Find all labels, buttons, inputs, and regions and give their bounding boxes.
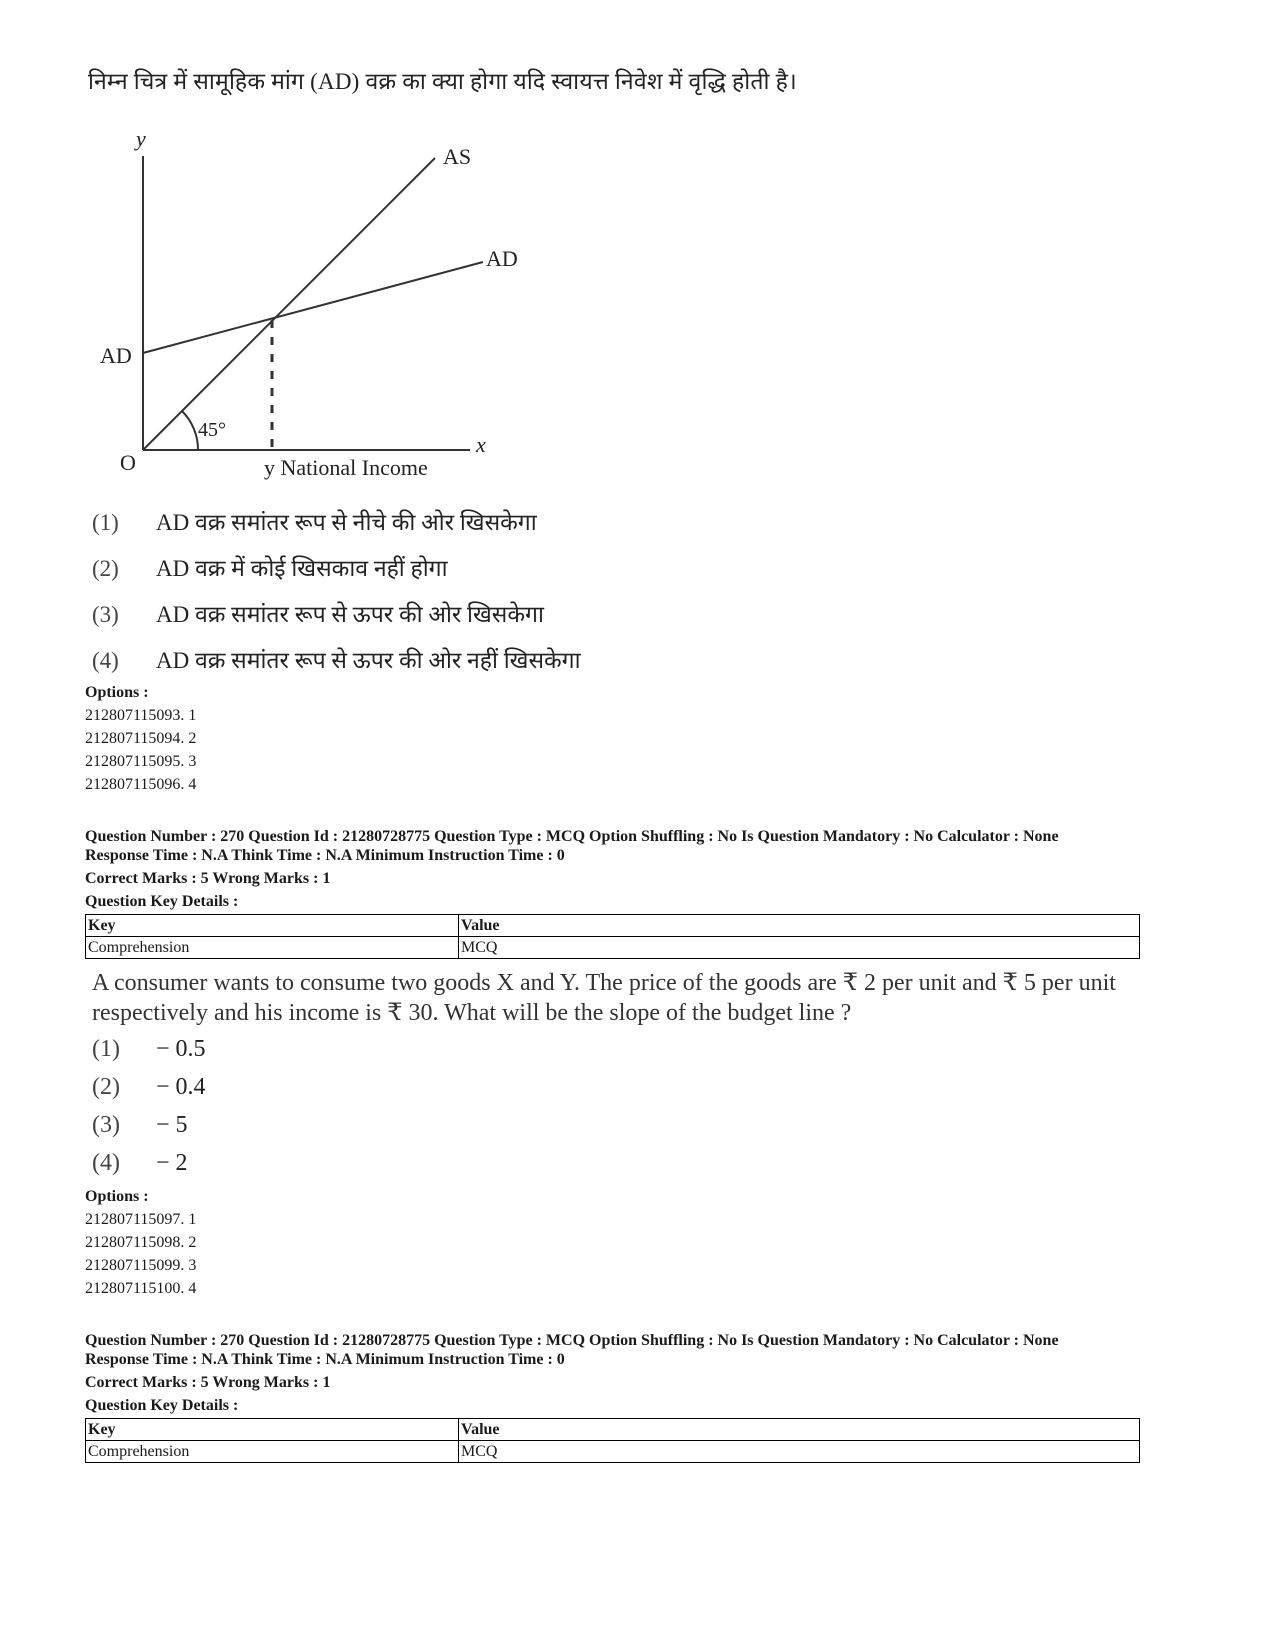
table-header-row [86, 1419, 1140, 1441]
table-header-value: Value [459, 1419, 1140, 1441]
key-details-title: Question Key Details : [85, 1397, 239, 1414]
options-title: Options : [85, 1188, 149, 1205]
question-meta-line-2: Response Time : N.A Think Time : N.A Minimum Instruction Time : 0 [85, 847, 565, 864]
question-meta-line-2: Response Time : N.A Think Time : N.A Minimum Instruction Time : 0 [85, 1351, 565, 1368]
option-line: 212807115097. 1 [85, 1211, 197, 1228]
choice-item: (3) AD वक्र समांतर रूप से ऊपर की ओर खिसकेगा [92, 602, 544, 627]
table-cell-key: Comprehension [86, 1441, 459, 1463]
ad-label: AD [486, 246, 518, 271]
options-title: Options : [85, 684, 149, 701]
angle-arc [182, 411, 198, 450]
key-details-title: Question Key Details : [85, 893, 239, 910]
as-label: AS [443, 144, 472, 169]
choice-item: (3) − 5 [92, 1112, 188, 1138]
marks-line: Correct Marks : 5 Wrong Marks : 1 [85, 870, 331, 887]
table-row [86, 937, 1140, 959]
origin-label: O [120, 450, 136, 475]
option-line: 212807115095. 3 [85, 753, 197, 770]
option-line: 212807115100. 4 [85, 1280, 197, 1297]
question-text-english: A consumer wants to consume two goods X and Y. The price of the goods are ₹ 2 per unit and ₹ 5 per unit respectively and his income is ₹ 30. What will be the slope of the budget line ? [92, 970, 1116, 1026]
choice-item: (1) − 0.5 [92, 1036, 206, 1062]
question-text-hindi: निम्न चित्र में सामूहिक मांग (AD) वक्र का क्या होगा यदि स्वायत्त निवेश में वृद्धि होती है। [88, 69, 797, 94]
table-header-key: Key [86, 915, 459, 937]
choice-item: (4) AD वक्र समांतर रूप से ऊपर की ओर नहीं खिसकेगा [92, 648, 581, 673]
option-line: 212807115093. 1 [85, 707, 197, 724]
table-cell-value: MCQ [459, 1441, 1140, 1463]
option-line: 212807115096. 4 [85, 776, 197, 793]
y-axis-label: y [136, 126, 146, 151]
key-value-table [85, 914, 1140, 959]
choice-item: (4) − 2 [92, 1150, 188, 1176]
ad-intercept-label: AD [100, 343, 132, 368]
question-meta-line: Question Number : 270 Question Id : 21280728775 Question Type : MCQ Option Shuffling : No Is Question Mandatory : No Calculator : None [85, 1332, 1059, 1349]
table-row [86, 1441, 1140, 1463]
ad-as-diagram [90, 120, 550, 500]
table-header-key: Key [86, 1419, 459, 1441]
x-axis-label: x [476, 432, 486, 457]
ad-line [143, 262, 483, 353]
choice-item: (2) − 0.4 [92, 1074, 206, 1100]
key-value-table [85, 1418, 1140, 1463]
as-line [143, 158, 435, 450]
question-meta-line: Question Number : 270 Question Id : 21280728775 Question Type : MCQ Option Shuffling : No Is Question Mandatory : No Calculator : None [85, 828, 1059, 845]
choice-item: (2) AD वक्र में कोई खिसकाव नहीं होगा [92, 556, 448, 581]
table-cell-key: Comprehension [86, 937, 459, 959]
option-line: 212807115098. 2 [85, 1234, 197, 1251]
marks-line: Correct Marks : 5 Wrong Marks : 1 [85, 1374, 331, 1391]
table-header-value: Value [459, 915, 1140, 937]
choice-item: (1) AD वक्र समांतर रूप से नीचे की ओर खिसकेगा [92, 510, 537, 535]
table-cell-value: MCQ [459, 937, 1140, 959]
option-line: 212807115099. 3 [85, 1257, 197, 1274]
angle-label: 45° [198, 419, 226, 441]
table-header-row [86, 915, 1140, 937]
x-axis-caption: y National Income [264, 455, 428, 480]
option-line: 212807115094. 2 [85, 730, 197, 747]
